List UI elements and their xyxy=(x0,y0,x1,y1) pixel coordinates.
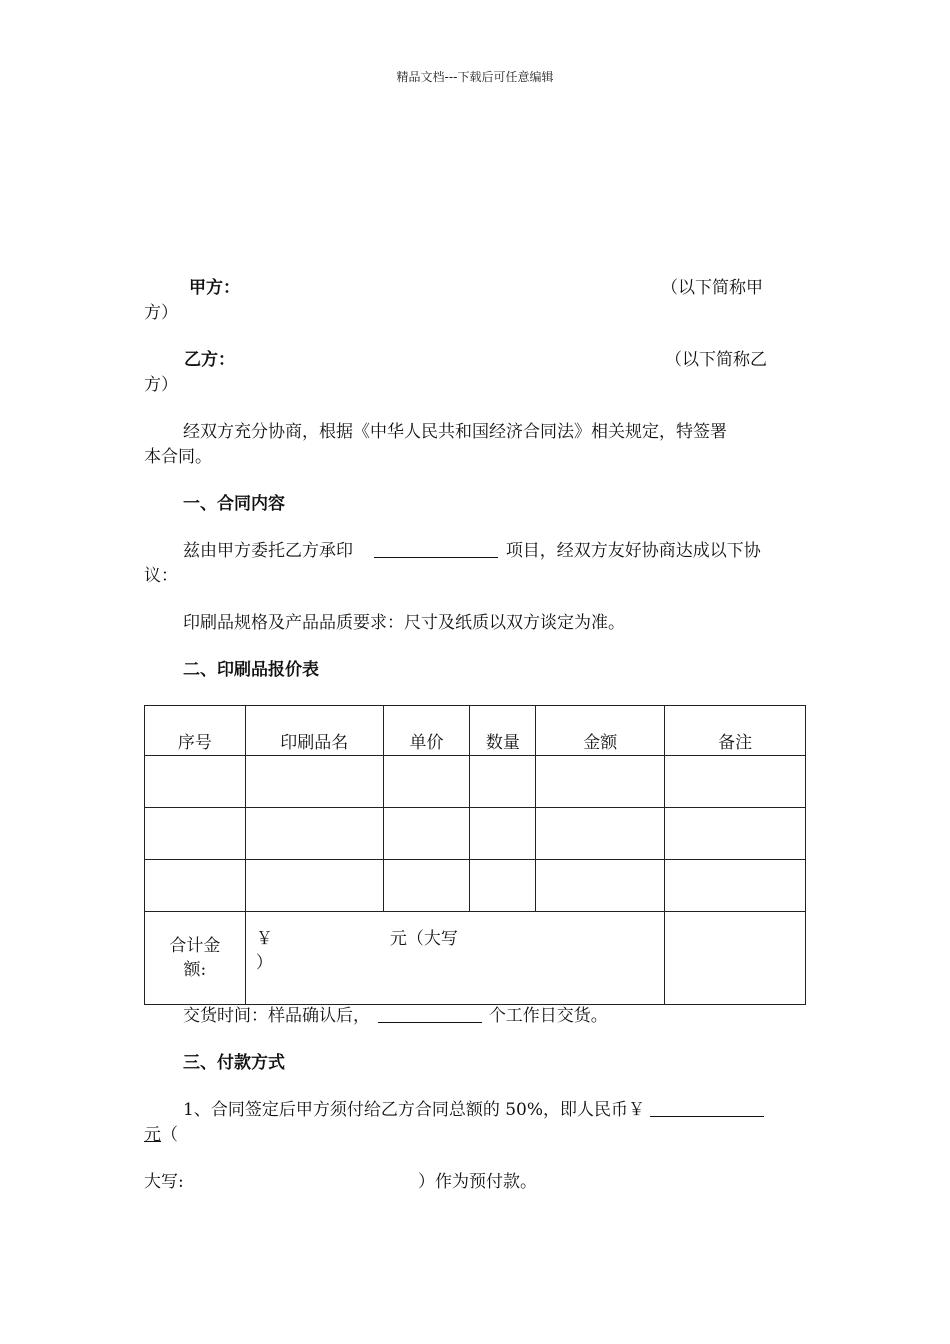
party-b-note: （以下简称乙 xyxy=(665,350,767,370)
total-label-1: 合计金 xyxy=(169,936,221,956)
total-amount-cell[interactable] xyxy=(245,912,664,1005)
workdays-blank[interactable] xyxy=(378,1004,482,1023)
payment-line-1 xyxy=(183,1098,764,1122)
table-cell[interactable] xyxy=(383,756,470,808)
total-label-cell xyxy=(145,912,246,1005)
table-cell[interactable] xyxy=(470,860,536,912)
table-cell[interactable] xyxy=(470,808,536,860)
document-header: 精品文档---下载后可任意编辑 xyxy=(396,70,554,84)
table-cell[interactable] xyxy=(245,756,383,808)
party-a-note-end: 方） xyxy=(144,303,178,323)
payment-capital-end: ）作为预付款。 xyxy=(418,1172,537,1192)
table-cell[interactable] xyxy=(665,860,806,912)
close-paren: ） xyxy=(255,953,273,973)
commission-after: 项目，经双方友好协商达成以下协 xyxy=(505,541,761,561)
header-cell-item: 印刷品名 xyxy=(245,706,383,756)
total-row xyxy=(145,912,806,1005)
table-cell[interactable] xyxy=(145,808,246,860)
table-cell[interactable] xyxy=(245,808,383,860)
payment-yuan: 元 xyxy=(144,1125,161,1145)
header-cell-amount: 金额 xyxy=(536,706,665,756)
commission-line-2: 议： xyxy=(144,566,178,586)
table-cell[interactable] xyxy=(665,808,806,860)
total-remarks-cell[interactable] xyxy=(665,912,806,1005)
intro-line-2: 本合同。 xyxy=(144,447,212,467)
table-cell[interactable] xyxy=(470,756,536,808)
payment-capital-label: 大写: xyxy=(144,1172,184,1192)
header-cell-remarks: 备注 xyxy=(665,706,806,756)
party-b-label: 乙方： xyxy=(184,350,235,370)
table-cell[interactable] xyxy=(245,860,383,912)
payment-line-2 xyxy=(144,1123,178,1147)
table-cell[interactable] xyxy=(145,756,246,808)
section-2-title: 二、印刷品报价表 xyxy=(183,660,319,680)
spec-line: 印刷品规格及产品品质要求：尺寸及纸质以双方谈定为准。 xyxy=(183,613,625,633)
table-cell[interactable] xyxy=(145,860,246,912)
table-cell[interactable] xyxy=(536,860,665,912)
commission-line xyxy=(183,539,761,563)
yuan-capital-label: 元（大写 xyxy=(389,929,458,949)
table-row xyxy=(145,808,806,860)
intro-line-1: 经双方充分协商，根据《中华人民共和国经济合同法》相关规定，特签署 xyxy=(183,422,727,442)
payment-amount-blank[interactable] xyxy=(650,1098,764,1117)
yen-symbol: ￥ xyxy=(255,929,273,949)
table-row xyxy=(145,860,806,912)
section-3-title: 三、付款方式 xyxy=(183,1053,285,1073)
payment-open-paren: （ xyxy=(161,1125,178,1145)
party-b-note-end: 方） xyxy=(144,375,178,395)
total-label-2: 额: xyxy=(183,960,207,980)
party-a-label: 甲方： xyxy=(189,278,240,298)
delivery-line xyxy=(183,1004,608,1028)
quote-table xyxy=(144,705,806,1005)
delivery-after: 个工作日交货。 xyxy=(488,1006,608,1026)
party-a-note: （以下简称甲 xyxy=(661,278,763,298)
payment-text: 1、合同签定后甲方须付给乙方合同总额的 50%，即人民币￥ xyxy=(183,1100,646,1120)
header-cell-unit-price: 单价 xyxy=(383,706,470,756)
table-cell[interactable] xyxy=(536,756,665,808)
commission-before: 兹由甲方委托乙方承印 xyxy=(183,541,353,561)
section-1-title: 一、合同内容 xyxy=(183,494,285,514)
header-cell-quantity: 数量 xyxy=(470,706,536,756)
project-name-blank[interactable] xyxy=(374,539,498,558)
delivery-before: 交货时间：样品确认后， xyxy=(183,1006,370,1026)
table-cell[interactable] xyxy=(536,808,665,860)
table-cell[interactable] xyxy=(383,808,470,860)
header-cell-index: 序号 xyxy=(145,706,246,756)
table-cell[interactable] xyxy=(665,756,806,808)
table-header-row xyxy=(145,706,806,756)
table-cell[interactable] xyxy=(383,860,470,912)
table-row xyxy=(145,756,806,808)
